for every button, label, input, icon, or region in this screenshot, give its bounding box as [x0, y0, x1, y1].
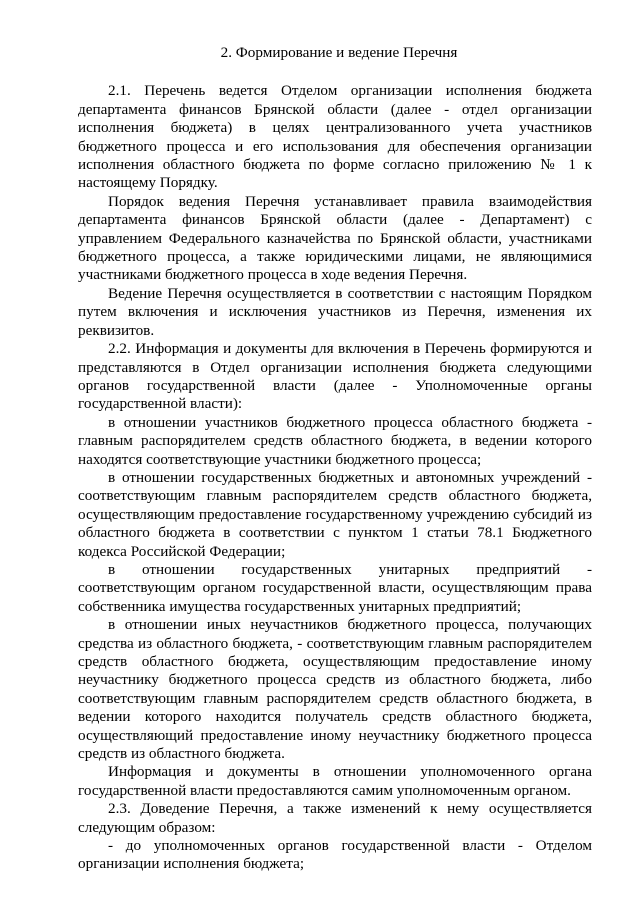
paragraph-unitary-enterprises: в отношении государственных унитарных предприятий - соответствующим органом государственной власти, осуществляющим права собственника имущества государственных унитарных предприятий;: [78, 560, 592, 615]
paragraph-budget-participants: в отношении участников бюджетного процесса областного бюджета - главным распорядителем средств областного бюджета, в ведении которого находятся соответствующие участники бюджетного процесса;: [78, 413, 592, 468]
section-heading: 2. Формирование и ведение Перечня: [220, 44, 458, 61]
paragraph-delivery-bullet: - до уполномоченных органов государственной власти - Отделом организации исполнения бюджета;: [78, 837, 592, 873]
document-body: [78, 82, 592, 873]
paragraph-other-non-participants: в отношении иных неучастников бюджетного процесса, получающих средства из областного бюджета, - соответствующим главным распорядителем средств областного бюджета, осуществляющим предоставление иному неучастнику бюджетного процесса средств из областного бюджета, либо соответствующим главным распорядителем средств областного бюджета, в ведении которого находится получатель средств областного бюджета, осуществляющий предоставление иному неучастнику бюджетного процесса средств из областного бюджета.: [78, 616, 592, 763]
paragraph-2-1: 2.1. Перечень ведется Отделом организации исполнения бюджета департамента финансов Брянской области (далее - отдел организации исполнения бюджета) в целях централизованного учета участников бюджетного процесса и его использования для обеспечения организации исполнения областного бюджета по форме согласно приложению № 1 к настоящему Порядку.: [78, 82, 592, 192]
paragraph-state-institutions: в отношении государственных бюджетных и автономных учреждений - соответствующим главным распорядителем средств областного бюджета, осуществляющим предоставление государственному учреждению субсидий из областного бюджета в соответствии с пунктом 1 статьи 78.1 Бюджетного кодекса Российской Федерации;: [78, 468, 592, 560]
paragraph-procedure: Порядок ведения Перечня устанавливает правила взаимодействия департамента финансов Брянской области (далее - Департамент) с управлением Федерального казначейства по Брянской области, участниками бюджетного процесса, а также юридическими лицами, не являющимися участниками бюджетного процесса в ходе ведения Перечня.: [78, 192, 592, 284]
paragraph-maintenance: Ведение Перечня осуществляется в соответствии с настоящим Порядком путем включения и исключения участников из Перечня, изменения их реквизитов.: [78, 284, 592, 339]
paragraph-2-3: 2.3. Доведение Перечня, а также изменений к нему осуществляется следующим образом:: [78, 800, 592, 836]
paragraph-authorized-body: Информация и документы в отношении уполномоченного органа государственной власти предоставляются самим уполномоченным органом.: [78, 763, 592, 799]
paragraph-2-2: 2.2. Информация и документы для включения в Перечень формируются и представляются в Отдел организации исполнения бюджета следующими органов государственной власти (далее - Уполномоченные органы государственной власти):: [78, 340, 592, 413]
